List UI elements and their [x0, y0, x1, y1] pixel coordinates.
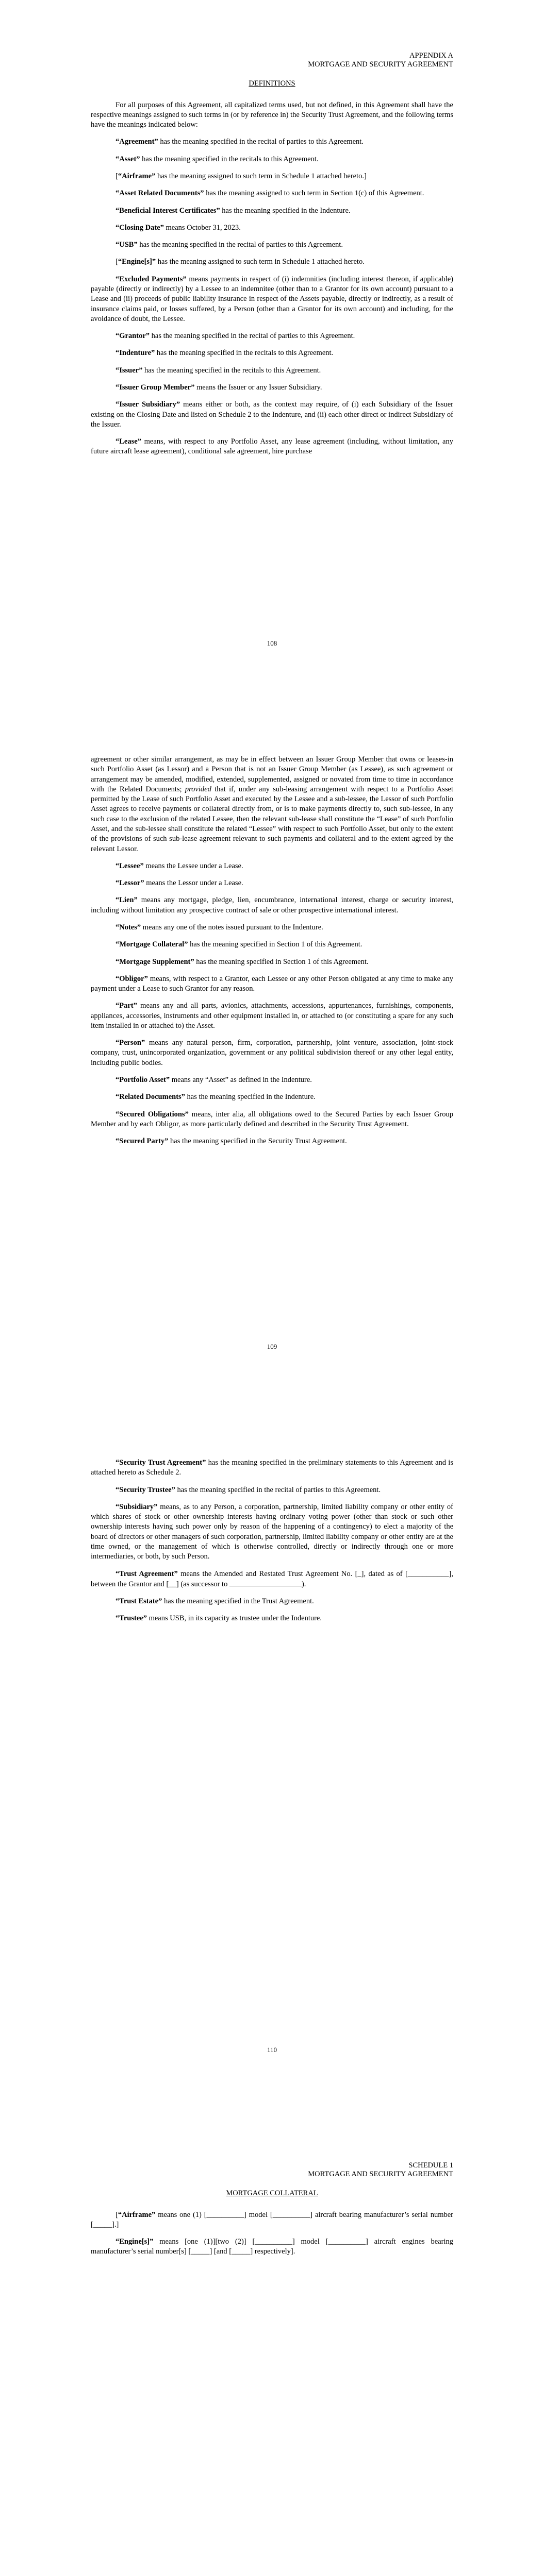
def-person: “Person” means any natural person, firm, corporation, partnership, joint venture, association, joint-stock company, trust, unincorporated organization, government or any political subdivision thereof or any other legal entity, including public bodies. — [91, 1039, 453, 1067]
def-mortgage-supplement: “Mortgage Supplement” has the meaning specified in Section 1 of this Agreement. — [116, 957, 369, 966]
def-secured-party: “Secured Party” has the meaning specified in the Security Trust Agreement. — [116, 1137, 347, 1146]
def-trust-estate: “Trust Estate” has the meaning specified in the Trust Agreement. — [116, 1597, 314, 1606]
def-lease-start: “Lease” means, with respect to any Portfolio Asset, any lease agreement (including, without limitation, any future aircraft lease agreement), conditional sale agreement, hire purchase — [91, 437, 453, 456]
def-issuer-subsidiary: “Issuer Subsidiary” means either or both, as the context may require, of (i) each Subsidiary of the Issuer existing on the Closing Date and listed on Schedule 2 to the Indenture, and (ii) each other direct or indirect Subsidiary of the Issuer. — [91, 400, 453, 429]
schedule-label: SCHEDULE 1 — [408, 2161, 453, 2170]
def-related-documents: “Related Documents” has the meaning specified in the Indenture. — [116, 1093, 316, 1101]
def-airframe: [“Airframe” has the meaning assigned to such term in Schedule 1 attached hereto.] — [116, 172, 367, 181]
def-agreement: “Agreement” has the meaning specified in the recital of parties to this Agreement. — [116, 138, 364, 146]
def-indenture: “Indenture” has the meaning specified in the recitals to this Agreement. — [116, 349, 334, 358]
page-number: 108 — [267, 639, 277, 647]
def-security-trust-agreement: “Security Trust Agreement” has the meaning specified in the preliminary statements to this Agreement and is attached hereto as Schedule 2. — [91, 1459, 453, 1477]
def-issuer-group-member: “Issuer Group Member” means the Issuer or any Issuer Subsidiary. — [116, 383, 322, 392]
def-portfolio-asset: “Portfolio Asset” means any “Asset” as defined in the Indenture. — [116, 1076, 312, 1084]
mortgage-collateral-heading: MORTGAGE COLLATERAL — [226, 2189, 318, 2198]
def-notes: “Notes” means any one of the notes issued pursuant to the Indenture. — [116, 923, 323, 931]
intro-paragraph: For all purposes of this Agreement, all capitalized terms used, but not defined, in this Agreement shall have the respective meanings assigned to such terms in (or by reference in) the Security Trust Agreement, and the following terms have the meanings indicated below: — [91, 100, 453, 129]
appendix-label: APPENDIX A — [409, 52, 453, 60]
schedule-airframe: [“Airframe” means one (1) [__________] model [__________] aircraft bearing manufacturer’s serial number [_____].] — [91, 2210, 453, 2229]
def-part: “Part” means any and all parts, avionics, attachments, accessions, appurtenances, furnishings, components, appliances, accessories, instruments and other equipment installed in, or attached to (or constituting a spare for any such item installed in or attached to) the Asset. — [91, 1002, 453, 1030]
page-108 — [0, 0, 544, 703]
schedule-title: MORTGAGE AND SECURITY AGREEMENT — [308, 2170, 453, 2178]
def-trustee: “Trustee” means USB, in its capacity as trustee under the Indenture. — [116, 1614, 322, 1623]
def-closing-date: “Closing Date” means October 31, 2023. — [116, 223, 241, 232]
def-lessor: “Lessor” means the Lessor under a Lease. — [116, 879, 243, 888]
def-grantor: “Grantor” has the meaning specified in the recital of parties to this Agreement. — [116, 332, 355, 341]
blank-line — [229, 1579, 302, 1586]
page-110 — [0, 1406, 544, 2110]
def-beneficial-interest-certificates: “Beneficial Interest Certificates” has the meaning specified in the Indenture. — [116, 206, 351, 215]
def-lease-continued: agreement or other similar arrangement, as may be in effect between an Issuer Group Member that owns or leases-in such Portfolio Asset (as Lessor) and a Person that is not an Issuer Group Member (as Lessee), as such agreement or arrangement may be amended, modified, extended, supplemented, assigned or novated from time to time in accordance with the Related Documents; provided that if, under any sub-leasing arrangement with respect to a Portfolio Asset permitted by the Lease of such Portfolio Asset and executed by the Lessee and a sub-lessee, the Lessor of such Portfolio Asset agrees to receive payments or collateral directly from, or is to make payments directly to, such sub-lessee, in any such case to the exclusion of the related Lessee, then the relevant sub-lease shall constitute the “Lease” of such Portfolio Asset, and the sub-lessee shall constitute the related “Lessee” with respect to such Portfolio Asset, but only to the extent of the provisions of such sub-lease agreement relevant to such payments and collateral and to the extent agreed by the relevant Lessor. — [91, 755, 453, 853]
def-subsidiary: “Subsidiary” means, as to any Person, a corporation, partnership, limited liability company or other entity of which shares of stock or other ownership interests having ordinary voting power (other than stock or such other ownership interests having such power only by reason of the happening of a contingency) to elect a majority of the board of directors or other managers of such corporation, partnership, limited liability company or other entity are at the time owned, or the management of which is otherwise controlled, directly or indirectly through one or more intermediaries, or both, by such Person. — [91, 1502, 453, 1561]
def-issuer: “Issuer” has the meaning specified in the recitals to this Agreement. — [116, 366, 321, 375]
appendix-header — [91, 52, 453, 69]
definitions-heading: DEFINITIONS — [249, 79, 295, 88]
page-111 — [0, 2110, 544, 2576]
schedule-header — [91, 2161, 453, 2178]
def-engines: [“Engine[s]” has the meaning assigned to such term in Schedule 1 attached hereto. — [116, 258, 365, 266]
def-usb: “USB” has the meaning specified in the recital of parties to this Agreement. — [116, 241, 343, 249]
page-109 — [0, 703, 544, 1406]
page-number: 110 — [267, 2046, 277, 2054]
appendix-title: MORTGAGE AND SECURITY AGREEMENT — [308, 60, 453, 69]
schedule-engines: “Engine[s]” means [one (1)][two (2)] [__________] model [__________] aircraft engines bearing manufacturer’s serial number[s] [_____] [and [_____] respectively]. — [91, 2238, 453, 2256]
def-secured-obligations: “Secured Obligations” means, inter alia, all obligations owed to the Secured Parties by each Issuer Group Member and by each Obligor, as more particularly defined and described in the Security Trust Agreement. — [91, 1110, 453, 1128]
def-asset: “Asset” has the meaning specified in the recitals to this Agreement. — [116, 155, 319, 163]
def-security-trustee: “Security Trustee” has the meaning specified in the recital of parties to this Agreement. — [116, 1485, 381, 1494]
def-obligor: “Obligor” means, with respect to a Grantor, each Lessee or any other Person obligated at any time to make any payment under a Lease to such Grantor for any reason. — [91, 974, 453, 993]
page-number: 109 — [267, 1343, 277, 1350]
def-lien: “Lien” means any mortgage, pledge, lien, encumbrance, international interest, charge or security interest, including without limitation any prospective contract of sale or other prospective international interest. — [91, 896, 453, 914]
def-lessee: “Lessee” means the Lessee under a Lease. — [116, 861, 243, 870]
def-trust-agreement: “Trust Agreement” means the Amended and Restated Trust Agreement No. [_], dated as of [___________], between the Grantor and [__] (as successor to ). — [91, 1569, 453, 1588]
def-excluded-payments: “Excluded Payments” means payments in respect of (i) indemnities (including interest thereon, if applicable) payable (directly or indirectly) by a Lessee to an indemnitee (other than to a Grantor for its own account) pursuant to a Lease and (ii) proceeds of public liability insurance in respect of the Assets payable, directly or indirectly, as a result of insurance claims paid, or losses suffered, by a Person (other than a Grantor for its own account) and including, for the avoidance of doubt, the Lessee. — [91, 275, 453, 323]
def-mortgage-collateral: “Mortgage Collateral” has the meaning specified in Section 1 of this Agreement. — [116, 940, 362, 949]
def-asset-related-documents: “Asset Related Documents” has the meaning assigned to such term in Section 1(c) of this Agreement. — [116, 189, 424, 198]
